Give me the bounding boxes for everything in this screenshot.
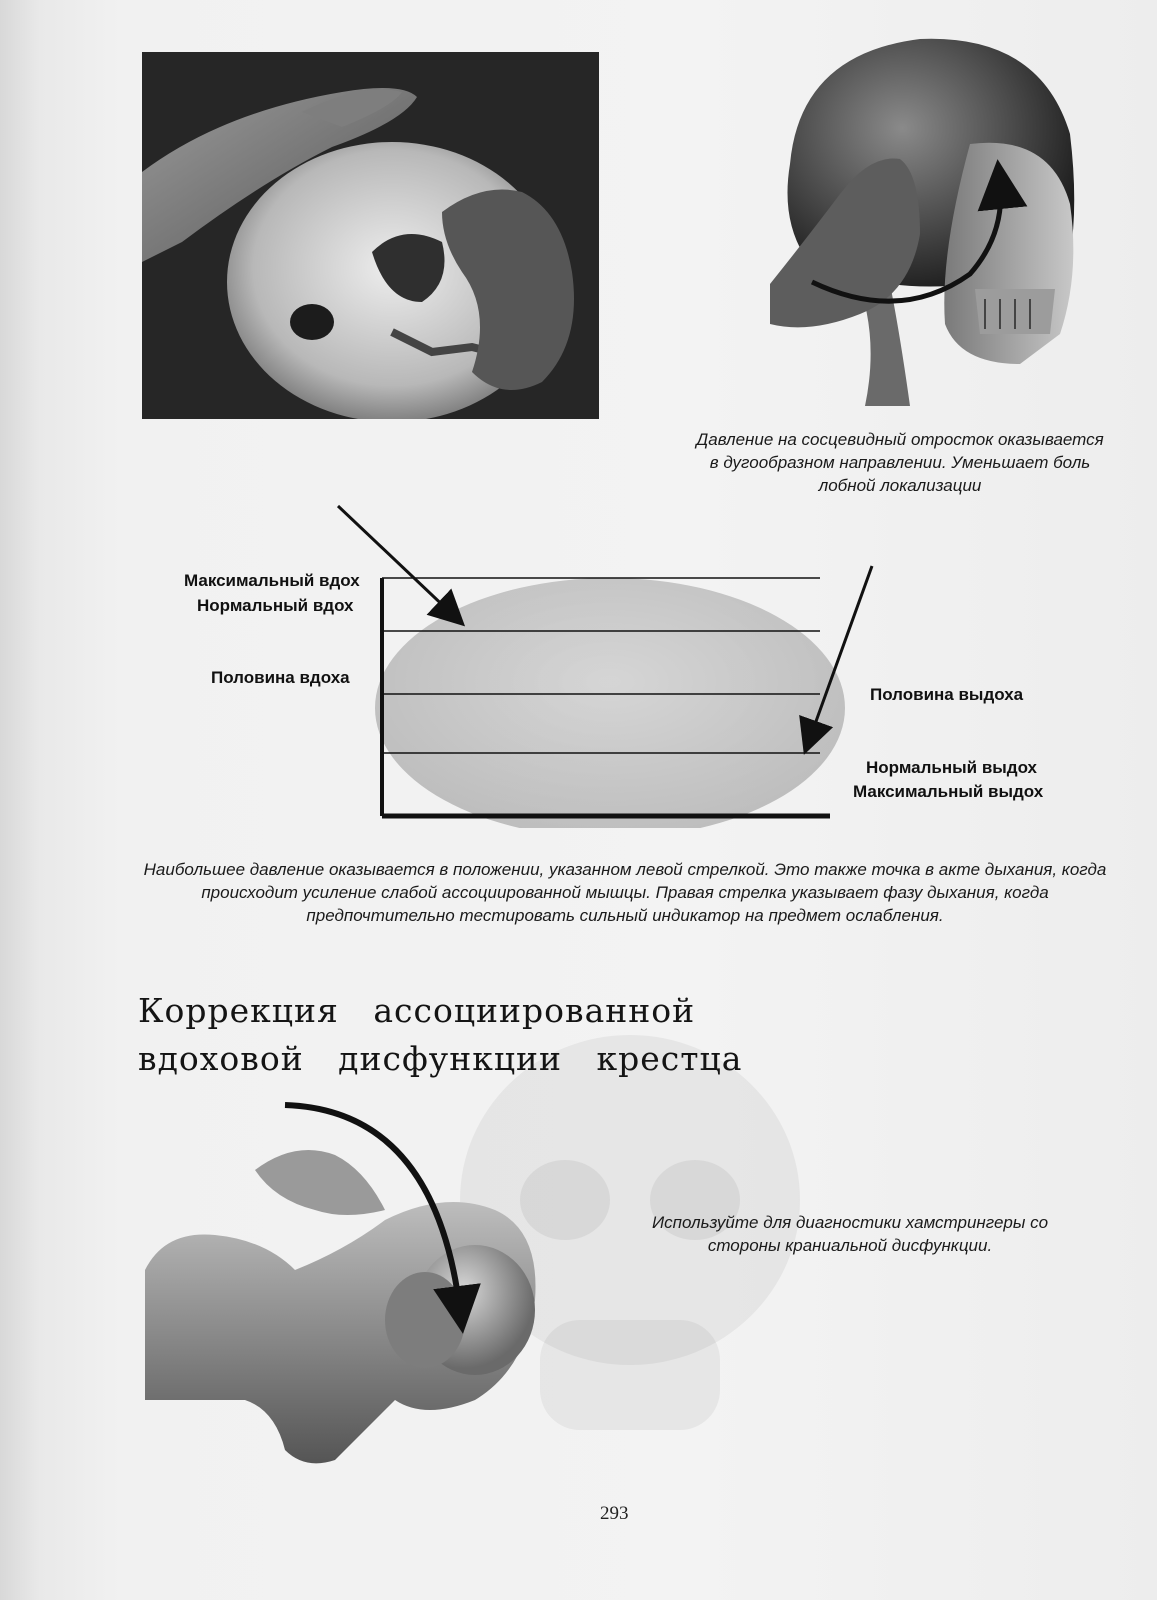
sacrum-illustration	[145, 1100, 545, 1470]
breath-caption: Наибольшее давление оказывается в положении, указанном левой стрелкой. Это также точка в акте дыхания, когда происходит усиление слабой ассоциированной мышцы. Правая стрелка указывает фазу дыхания, когда предпочтительно тестировать сильный индикатор на предмет ослабления.	[143, 860, 1107, 925]
breath-phase-diagram	[320, 498, 900, 828]
diagram-backdrop	[375, 578, 845, 828]
left-arrow	[338, 506, 452, 614]
bleed-through-title	[600, 38, 616, 85]
skull-hands-photo	[142, 52, 599, 419]
section-heading-line1: Коррекция ассоциированной	[138, 991, 696, 1030]
hamstring-caption: Используйте для диагностики хамстрингеры со стороны краниальной дисфункции.	[651, 1213, 1049, 1255]
page-number: 293	[600, 1503, 629, 1524]
mastoid-pressure-photo	[770, 34, 1082, 406]
label-normal-exhale: Нормальный выдох	[866, 758, 1038, 777]
skull-hands-illustration	[142, 52, 599, 419]
label-half-inhale: Половина вдоха	[211, 668, 350, 687]
section-heading-line2: вдоховой дисфункции крестца	[138, 1039, 743, 1078]
mastoid-caption: Давление на сосцевидный отросток оказывается в дугообразном направлении. Уменьшает боль лобной локализации	[696, 430, 1104, 495]
label-normal-inhale: Нормальный вдох	[197, 596, 354, 615]
sacrum-model-photo	[145, 1100, 545, 1470]
label-max-inhale: Максимальный вдох	[184, 571, 360, 590]
label-max-exhale: Максимальный выдох	[853, 782, 1044, 801]
mastoid-illustration	[770, 34, 1082, 406]
label-half-exhale: Половина выдоха	[870, 685, 1024, 704]
